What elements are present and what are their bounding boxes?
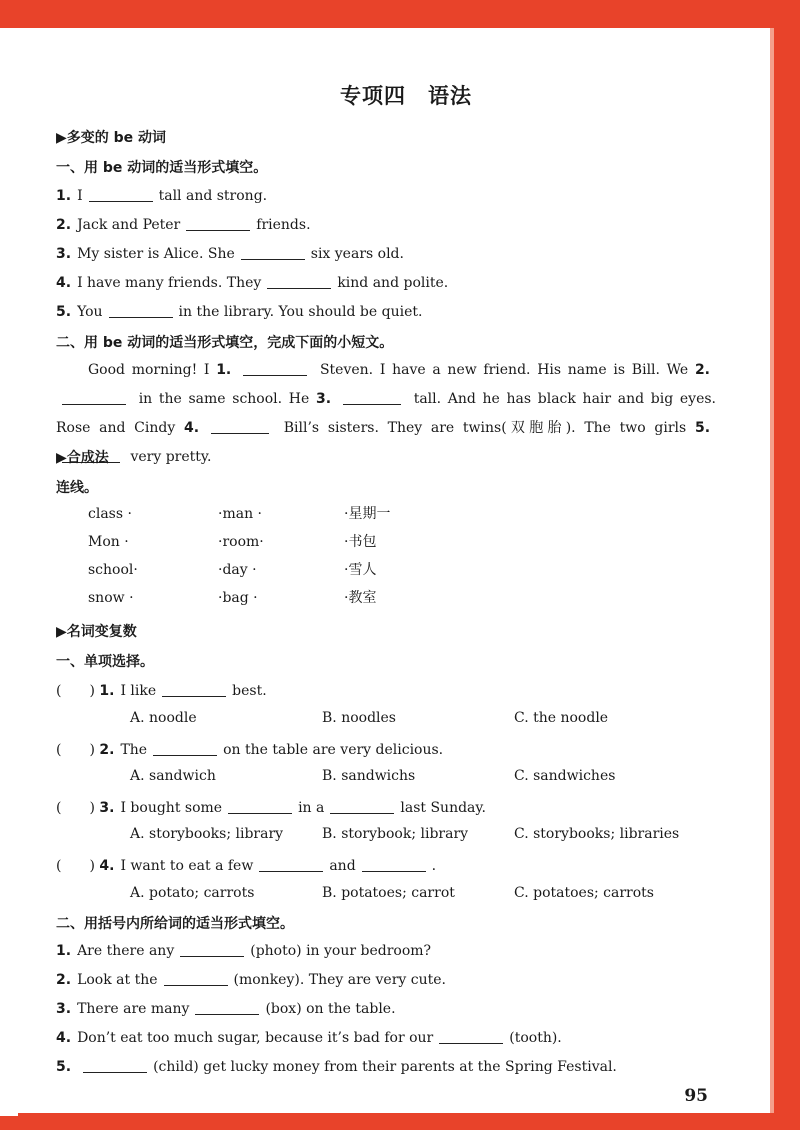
- passage-number: 5.: [694, 420, 711, 436]
- question-text: The: [120, 742, 148, 758]
- be-item-5: [56, 303, 422, 320]
- item-text: friends.: [256, 217, 311, 233]
- item-text: Look at the: [77, 972, 158, 988]
- answer-blank[interactable]: [186, 216, 250, 231]
- passage-text: Steven. I have a new friend. His name is Bill. We: [319, 362, 689, 378]
- option-b[interactable]: B. potatoes; carrot: [322, 885, 455, 901]
- page-frame-bottom: [0, 1116, 800, 1130]
- match-word[interactable]: class ·: [88, 506, 132, 522]
- fill-item-1: [56, 942, 431, 959]
- answer-paren[interactable]: ( ): [56, 683, 95, 699]
- fill-item-5: [56, 1058, 617, 1075]
- question-blank: [153, 741, 217, 756]
- match-word[interactable]: ·bag ·: [218, 590, 258, 606]
- item-text: in the library. You should be quiet.: [178, 304, 423, 320]
- compound-instruction: 连线。: [56, 480, 98, 496]
- answer-blank[interactable]: [109, 303, 173, 318]
- question-text: last Sunday.: [400, 800, 486, 816]
- answer-paren[interactable]: ( ): [56, 742, 95, 758]
- item-number: 2.: [56, 972, 72, 988]
- question-blank: [228, 799, 292, 814]
- answer-blank[interactable]: [439, 1029, 503, 1044]
- answer-blank[interactable]: [241, 245, 305, 260]
- section-header-plural: ▶名词变复数: [56, 624, 137, 640]
- passage-text: Good morning! I: [88, 362, 210, 378]
- item-number: 3.: [56, 246, 72, 262]
- option-b[interactable]: B. storybook; library: [322, 826, 469, 842]
- match-column-middle: [218, 500, 264, 612]
- question-number: 4.: [99, 858, 115, 874]
- choice-question-2: [56, 739, 443, 759]
- question-text: and: [329, 858, 356, 874]
- item-number: 4.: [56, 1030, 72, 1046]
- match-word[interactable]: ·书包: [344, 534, 377, 550]
- item-text: (photo) in your bedroom?: [250, 943, 432, 959]
- item-text: (monkey). They are very cute.: [233, 972, 446, 988]
- item-text: I have many friends. They: [77, 275, 262, 291]
- fill-item-3: [56, 1000, 396, 1017]
- option-c[interactable]: C. storybooks; libraries: [514, 826, 680, 842]
- item-text: (tooth).: [509, 1030, 562, 1046]
- item-text: six years old.: [310, 246, 404, 262]
- answer-blank[interactable]: [243, 361, 307, 376]
- choice-question-3: [56, 797, 486, 817]
- item-text: Don’t eat too much sugar, because it’s bad for our: [77, 1030, 434, 1046]
- item-text: There are many: [77, 1001, 190, 1017]
- question-text: I like: [120, 683, 157, 699]
- passage-text: in the same school. He: [138, 391, 310, 407]
- option-a[interactable]: A. noodle: [130, 710, 197, 726]
- match-word[interactable]: snow ·: [88, 590, 134, 606]
- question-text: I want to eat a few: [120, 858, 254, 874]
- question-text: in a: [298, 800, 325, 816]
- answer-blank[interactable]: [195, 1000, 259, 1015]
- question-number: 3.: [99, 800, 115, 816]
- passage-number: 4.: [183, 420, 200, 436]
- page-number: 95: [684, 1086, 708, 1106]
- item-text: Jack and Peter: [77, 217, 181, 233]
- passage-number: 1.: [216, 362, 232, 378]
- answer-blank[interactable]: [62, 390, 126, 405]
- option-a[interactable]: A. sandwich: [130, 768, 216, 784]
- item-text: I: [77, 188, 83, 204]
- item-number: 1.: [56, 943, 72, 959]
- match-word[interactable]: school·: [88, 562, 138, 578]
- section-header-be: ▶多变的 be 动词: [56, 130, 167, 146]
- page-title: 专项四 语法: [340, 84, 472, 108]
- answer-blank[interactable]: [164, 971, 228, 986]
- be-item-4: [56, 274, 448, 291]
- answer-blank[interactable]: [89, 187, 153, 202]
- item-text: Are there any: [77, 943, 175, 959]
- question-number: 1.: [99, 683, 115, 699]
- match-word[interactable]: Mon ·: [88, 534, 129, 550]
- passage-number: 2.: [694, 362, 710, 378]
- be-item-1: [56, 187, 267, 204]
- answer-blank[interactable]: [180, 942, 244, 957]
- part2-title-plural: 二、用括号内所给词的适当形式填空。: [56, 916, 294, 932]
- passage: [56, 356, 716, 472]
- option-b[interactable]: B. noodles: [322, 710, 396, 726]
- option-c[interactable]: C. sandwiches: [514, 768, 616, 784]
- option-c[interactable]: C. potatoes; carrots: [514, 885, 654, 901]
- page-frame-top: [0, 0, 800, 28]
- match-word[interactable]: ·星期一: [344, 506, 391, 522]
- item-text: (box) on the table.: [265, 1001, 396, 1017]
- choice-question-4: [56, 855, 436, 875]
- item-number: 5.: [56, 1059, 72, 1075]
- fill-item-2: [56, 971, 446, 988]
- item-number: 2.: [56, 217, 72, 233]
- option-a[interactable]: A. potato; carrots: [130, 885, 255, 901]
- question-text: on the table are very delicious.: [223, 742, 444, 758]
- part1-title-be: 一、用 be 动词的适当形式填空。: [56, 160, 268, 176]
- item-number: 1.: [56, 188, 72, 204]
- question-text: .: [431, 858, 437, 874]
- answer-blank[interactable]: [343, 390, 401, 405]
- passage-text: tall. And he has black hair and big eyes. Rose and Cindy: [56, 391, 716, 436]
- fill-item-4: [56, 1029, 562, 1046]
- question-blank: [162, 682, 226, 697]
- answer-paren[interactable]: ( ): [56, 800, 95, 816]
- match-word[interactable]: ·day ·: [218, 562, 257, 578]
- option-c[interactable]: C. the noodle: [514, 710, 609, 726]
- page-frame-right-stripe: [770, 28, 774, 1130]
- passage-text: very pretty.: [130, 449, 212, 465]
- match-column-right: [344, 500, 390, 612]
- answer-blank[interactable]: [211, 419, 269, 434]
- choice-question-1: [56, 680, 267, 700]
- be-item-2: [56, 216, 311, 233]
- match-word[interactable]: ·教室: [344, 590, 377, 606]
- answer-paren[interactable]: ( ): [56, 858, 95, 874]
- section-header-compound: ▶合成法: [56, 450, 109, 466]
- match-word[interactable]: ·room·: [218, 534, 264, 550]
- question-blank: [330, 799, 394, 814]
- passage-text: Bill’s sisters. They are twins(双胞胎). The two girls: [283, 420, 687, 436]
- item-number: 4.: [56, 275, 72, 291]
- question-blank: [259, 857, 323, 872]
- answer-blank[interactable]: [267, 274, 331, 289]
- question-text: best.: [232, 683, 267, 699]
- item-text: tall and strong.: [158, 188, 268, 204]
- item-text: (child) get lucky money from their parents at the Spring Festival.: [153, 1059, 617, 1075]
- answer-blank[interactable]: [83, 1058, 147, 1073]
- page-frame-right: [774, 0, 800, 1130]
- passage-number: 3.: [315, 391, 332, 407]
- option-a[interactable]: A. storybooks; library: [130, 826, 284, 842]
- part2-title-be: 二、用 be 动词的适当形式填空，完成下面的小短文。: [56, 335, 394, 351]
- question-number: 2.: [99, 742, 115, 758]
- match-word[interactable]: ·雪人: [344, 562, 377, 578]
- item-number: 5.: [56, 304, 72, 320]
- question-text: I bought some: [120, 800, 223, 816]
- match-word[interactable]: ·man ·: [218, 506, 262, 522]
- part1-title-plural: 一、单项选择。: [56, 654, 154, 670]
- item-number: 3.: [56, 1001, 72, 1017]
- item-text: kind and polite.: [337, 275, 449, 291]
- item-text: My sister is Alice. She: [77, 246, 235, 262]
- question-blank: [362, 857, 426, 872]
- option-b[interactable]: B. sandwichs: [322, 768, 416, 784]
- item-text: You: [77, 304, 103, 320]
- be-item-3: [56, 245, 404, 262]
- match-column-left: [88, 500, 138, 612]
